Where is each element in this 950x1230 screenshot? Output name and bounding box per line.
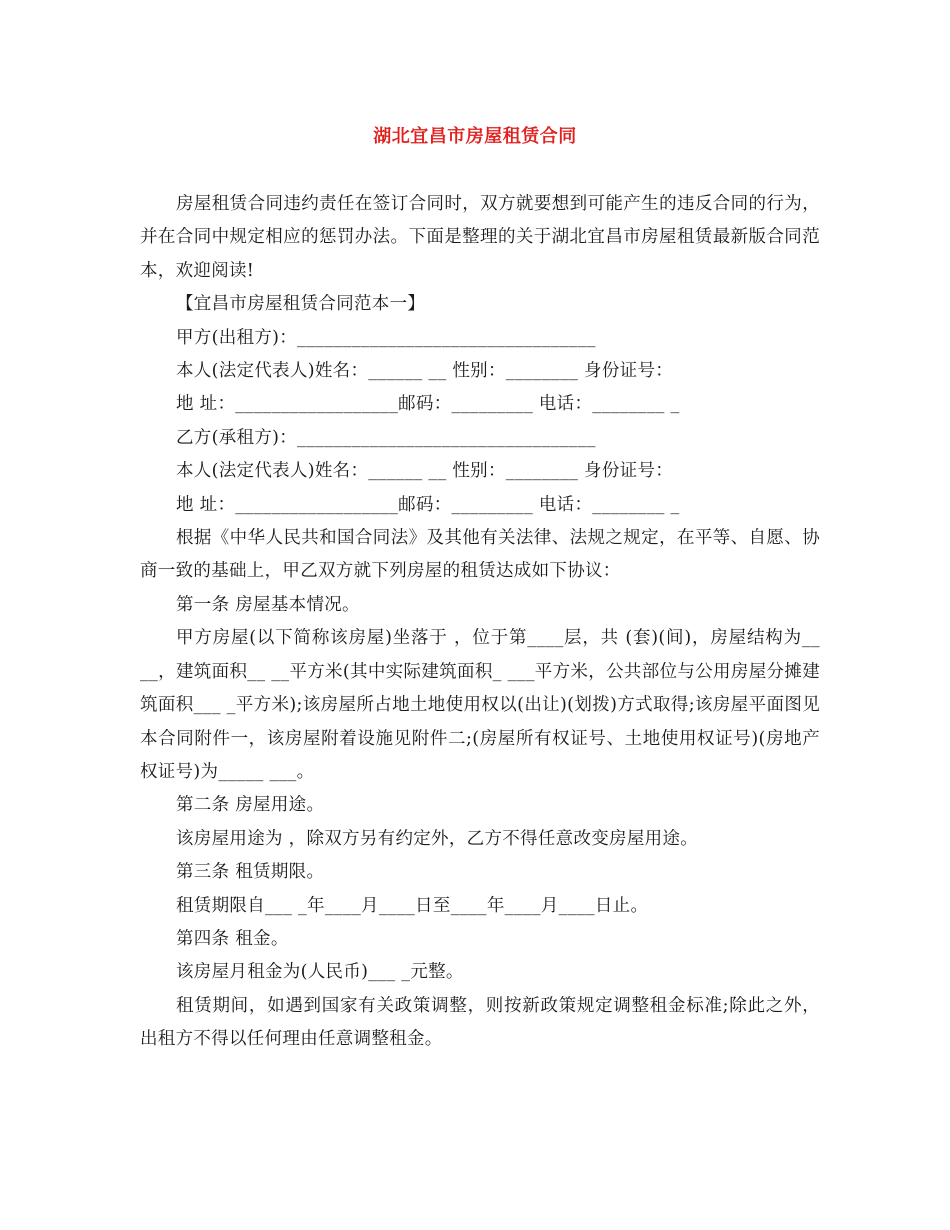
party-b-line: 乙方(承租方)：_________________________________ — [176, 427, 596, 448]
party-b-representative-line: 本人(法定代表人)姓名：______ __ 性别：________ 身份证号： — [176, 461, 674, 482]
document-title: 湖北宜昌市房屋租赁合同 — [373, 126, 577, 147]
rent-adjustment-paragraph: 租赁期间，如遇到国家有关政策调整，则按新政策规定调整租金标准;除此之外，出租方不得以任何理由任意调整租金。 — [140, 995, 820, 1050]
article-four-heading: 第四条 租金。 — [176, 928, 289, 949]
article-two-heading: 第二条 房屋用途。 — [176, 795, 325, 816]
article-three-heading: 第三条 租赁期限。 — [176, 862, 325, 883]
party-a-line: 甲方(出租方)：_________________________________ — [176, 327, 596, 348]
party-b-address-line: 地 址：__________________邮码：_________ 电话：________ _ — [176, 494, 680, 515]
document-body — [140, 188, 820, 1057]
legal-basis-paragraph: 根据《中华人民共和国合同法》及其他有关法律、法规之规定，在平等、自愿、协商一致的基础上，甲乙双方就下列房屋的租赁达成如下协议： — [140, 528, 820, 582]
article-one-heading: 第一条 房屋基本情况。 — [176, 594, 360, 615]
article-three-body: 租赁期限自___ _年____月____日至____年____月____日止。 — [176, 895, 649, 916]
article-two-body: 该房屋用途为 ，除双方另有约定外，乙方不得任意改变房屋用途。 — [176, 828, 699, 849]
party-a-representative-line: 本人(法定代表人)姓名：______ __ 性别：________ 身份证号： — [176, 361, 674, 382]
article-one-body: 甲方房屋(以下简称该房屋)坐落于 ，位于第____层，共 (套)(间)，房屋结构为__ __，建筑面积__ __平方米(其中实际建筑面积_ ___平方米，公共部位与公用房屋分摊建筑面积___ _平方米);该房屋所占地土地使用权以(出让)(划拨)方式取得;该房屋平面图见本合同附件一，该房屋附着设施见附件二;(房屋所有权证号、土地使用权证号)(房地产权证号)为_____ ___。 — [140, 628, 820, 782]
article-four-body: 该房屋月租金为(人民币)___ _元整。 — [176, 962, 464, 983]
intro-paragraph: 房屋租赁合同违约责任在签订合同时，双方就要想到可能产生的违反合同的行为，并在合同中规定相应的惩罚办法。下面是整理的关于湖北宜昌市房屋租赁最新版合同范本，欢迎阅读! — [140, 194, 820, 281]
section-heading-sample-one: 【宜昌市房屋租赁合同范本一】 — [176, 294, 426, 315]
party-a-address-line: 地 址：__________________邮码：_________ 电话：________ _ — [176, 394, 680, 415]
